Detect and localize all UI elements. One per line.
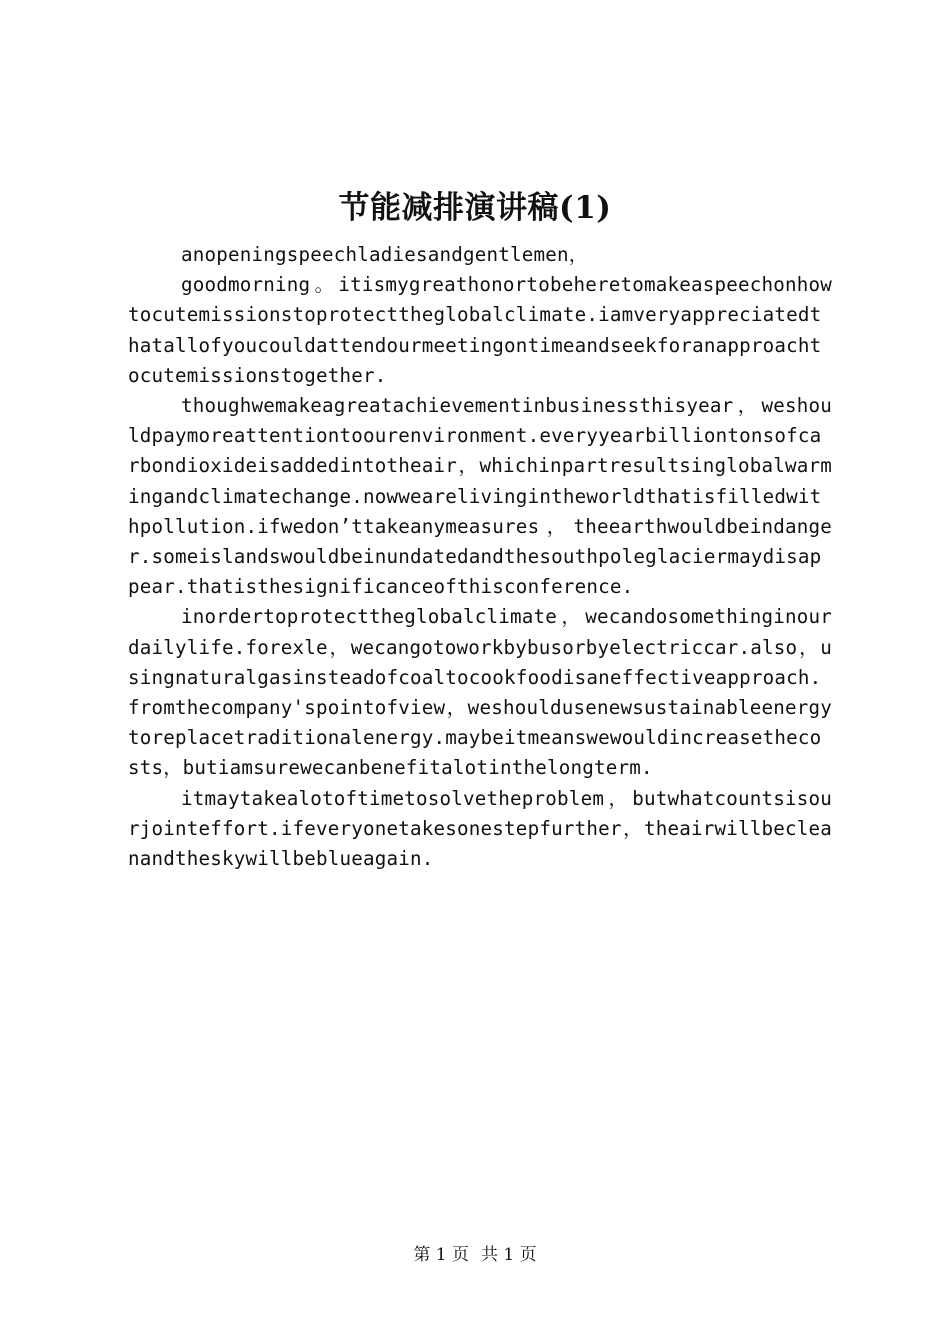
paragraph-closing: itmaytakealotoftimetosolvetheproblem，butwhatcountsisourjointeffort.ifeveryonetakesonestepfurther，theairwillbecleanandtheskywillbeblueagain. bbox=[128, 786, 832, 871]
paragraph-opening: goodmorning。itismygreathonortobeheretomakeaspeechonhowtocutemissionstoprotecttheglobalclimate.iamveryappreciatedthatallofyoucouldattendourmeetingontimeandseekforanapproachtocutemissionstogether. bbox=[128, 273, 832, 387]
paragraph-daily-actions: inordertoprotecttheglobalclimate，wecandosomethinginourdailylife.forexle，wecangotoworkbybusorbyelectriccar.also，usingnaturalgasinsteadofcoaltocookfoodisaneffectiveapproach.fromthecompany'spointofview，weshouldusenewsustainableenergytoreplacetraditionalenergy.maybeitmeanswewouldincreasethecosts，butiamsurewecanbenefitalotinthelongterm. bbox=[128, 605, 832, 780]
page-title: 节能减排演讲稿(1) bbox=[338, 190, 612, 226]
page-number: 第 1 页 bbox=[413, 1245, 469, 1265]
page-footer bbox=[0, 1242, 950, 1268]
paragraph-greeting: anopeningspeechladiesandgentlemen， bbox=[181, 243, 589, 266]
speech-body bbox=[128, 240, 832, 874]
paragraph-environment: thoughwemakeagreatachievementinbusinessthisyear，weshouldpaymoreattentiontoourenvironment.everyyearbilliontonsofcarbondioxideisaddedintotheair，whichinpartresultsinglobalwarmingandclimatechange.nowwearelivingintheworldthatisfilledwithpollution.ifwedon’ttakeanymeasures，theearthwouldbeindanger.someislandswouldbeinundatedandthesouthpoleglaciermaydisappear.thatisthesignificanceofthisconference. bbox=[128, 394, 832, 599]
page-total: 共 1 页 bbox=[481, 1245, 537, 1265]
